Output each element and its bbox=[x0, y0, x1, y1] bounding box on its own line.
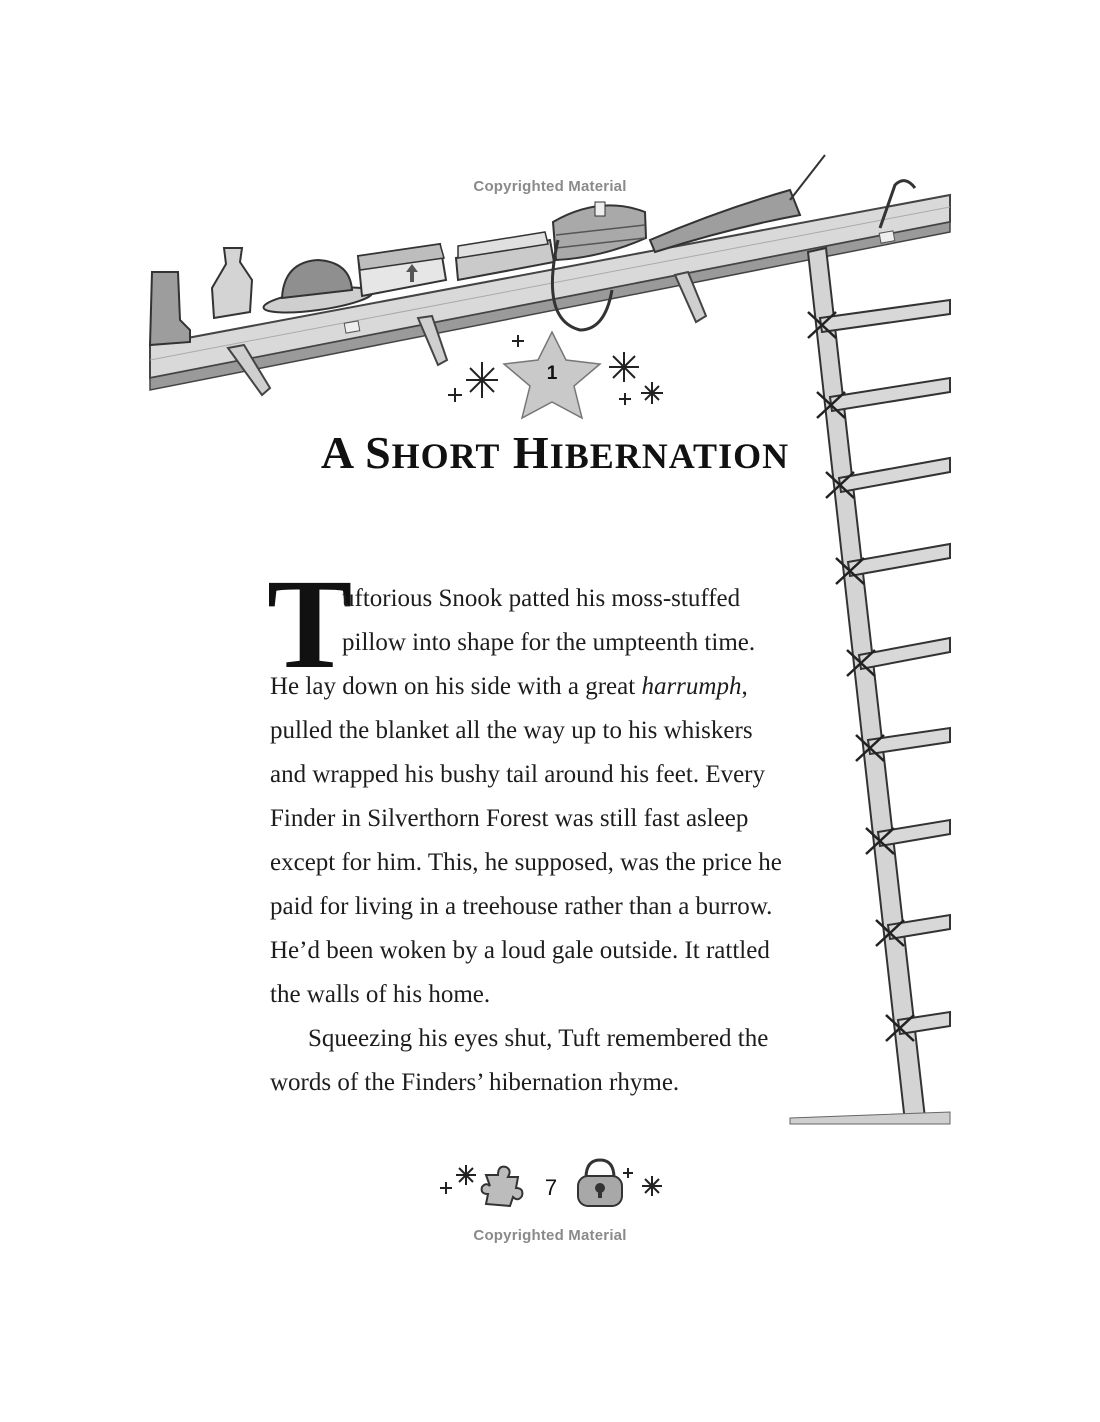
body-line-11: Squeezing his eyes shut, Tuft remembered the bbox=[308, 1025, 769, 1052]
emphasis-harrumph: harrumph bbox=[641, 673, 742, 700]
body-line-6: Finder in Silverthorn Forest was still fast asleep bbox=[270, 805, 749, 832]
chapter-number: 1 bbox=[546, 363, 558, 384]
body-line-1: uftorious Snook patted his moss-stuffed bbox=[342, 585, 741, 612]
body-line-7: except for him. This, he supposed, was the price he bbox=[270, 849, 782, 876]
boot-icon bbox=[150, 272, 190, 345]
padlock-icon bbox=[578, 1160, 622, 1206]
body-line-3-text: He lay down on his side with a great bbox=[270, 673, 642, 700]
body-line-10: the walls of his home. bbox=[270, 981, 491, 1008]
copyright-watermark-top: Copyrighted Material bbox=[473, 178, 627, 195]
chapter-title bbox=[300, 426, 810, 479]
drop-cap: T bbox=[267, 553, 353, 695]
body-line-2: pillow into shape for the umpteenth time. bbox=[342, 629, 756, 656]
body-line-3 bbox=[270, 673, 830, 701]
body-line-12: words of the Finders’ hibernation rhyme. bbox=[270, 1069, 680, 1096]
chapter-title-initial-s: S bbox=[365, 427, 392, 478]
page-number: 7 bbox=[544, 1175, 558, 1200]
chapter-title-word-ibernation: IBERNATION bbox=[549, 436, 790, 476]
copyright-watermark-bottom: Copyrighted Material bbox=[473, 1227, 627, 1244]
body-line-5: and wrapped his bushy tail around his feet. Every bbox=[270, 761, 766, 788]
body-line-4: pulled the blanket all the way up to his whiskers bbox=[270, 717, 753, 744]
puzzle-piece-icon bbox=[482, 1167, 523, 1206]
body-line-8: paid for living in a treehouse rather than a burrow. bbox=[270, 893, 773, 920]
box-icon bbox=[358, 244, 446, 296]
body-line-9: He’d been woken by a loud gale outside. It rattled bbox=[270, 937, 770, 964]
chapter-title-word-hort: HORT bbox=[391, 436, 501, 476]
chapter-title-initial-h: H bbox=[512, 427, 550, 478]
vase-icon bbox=[212, 248, 252, 318]
chapter-title-word-a: A bbox=[320, 427, 353, 478]
body-line-3-comma: , bbox=[741, 673, 748, 700]
